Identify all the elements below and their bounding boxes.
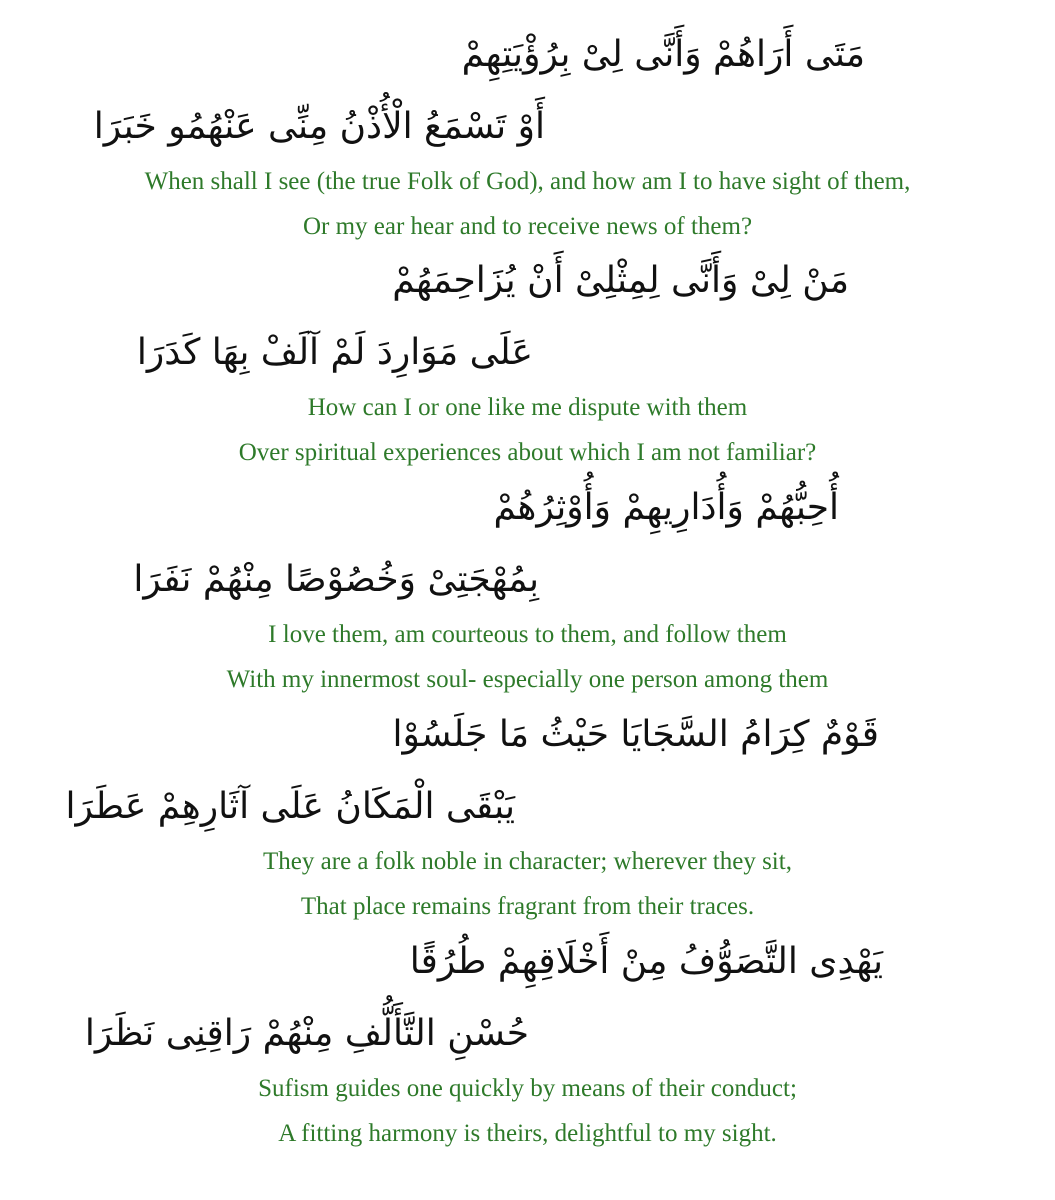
arabic-verse-hemistich-2: بِمُهْجَتِىْ وَخُصُوْصًا مِنْهُمْ نَفَرَا bbox=[133, 559, 539, 600]
arabic-verse-hemistich-2: حُسْنِ التَّأَلُّفِ مِنْهُمْ رَاقِنِى نَظَرَا bbox=[84, 1013, 529, 1054]
english-translation-line-1: I love them, am courteous to them, and follow them bbox=[268, 621, 787, 648]
english-translation-line-2: A fitting harmony is theirs, delightful to my sight. bbox=[278, 1120, 777, 1147]
english-translation-line-1: When shall I see (the true Folk of God), and how am I to have sight of them, bbox=[144, 168, 911, 195]
arabic-verse-hemistich-1: مَنْ لِىْ وَأَنَّى لِمِثْلِىْ أَنْ يُزَاحِمَهُمْ bbox=[392, 260, 849, 301]
arabic-verse-hemistich-2: أَوْ تَسْمَعُ الْأُذْنُ مِنِّى عَنْهُمُو خَبَرَا bbox=[93, 106, 545, 147]
english-translation-line-2: Over spiritual experiences about which I am not familiar? bbox=[238, 439, 817, 466]
english-translation-line-2: With my innermost soul- especially one person among them bbox=[226, 666, 829, 693]
english-translation-line-2: Or my ear hear and to receive news of them? bbox=[302, 213, 753, 240]
english-translation-line-2: That place remains fragrant from their traces. bbox=[300, 893, 755, 920]
english-translation-line-1: How can I or one like me dispute with them bbox=[307, 394, 748, 421]
english-translation-line-1: They are a folk noble in character; wherever they sit, bbox=[263, 848, 792, 875]
arabic-verse-hemistich-1: مَتَى أَرَاهُمْ وَأَنَّى لِىْ بِرُؤْيَتِهِمْ bbox=[461, 34, 865, 75]
english-translation-line-1: Sufism guides one quickly by means of their conduct; bbox=[258, 1075, 797, 1102]
arabic-verse-hemistich-1: قَوْمٌ كِرَامُ السَّجَايَا حَيْثُ مَا جَلَسُوْا bbox=[392, 714, 879, 755]
arabic-verse-hemistich-2: عَلَى مَوَارِدَ لَمْ آلَفْ بِهَا كَدَرَا bbox=[136, 332, 533, 373]
arabic-verse-hemistich-1: يَهْدِى التَّصَوُّفُ مِنْ أَخْلَاقِهِمْ طُرُقًا bbox=[409, 941, 883, 982]
arabic-verse-hemistich-1: أُحِبُّهُمْ وَأُدَارِيهِمْ وَأُوْثِرُهُمْ bbox=[493, 487, 839, 528]
arabic-verse-hemistich-2: يَبْقَى الْمَكَانُ عَلَى آثَارِهِمْ عَطَرَا bbox=[65, 786, 515, 827]
